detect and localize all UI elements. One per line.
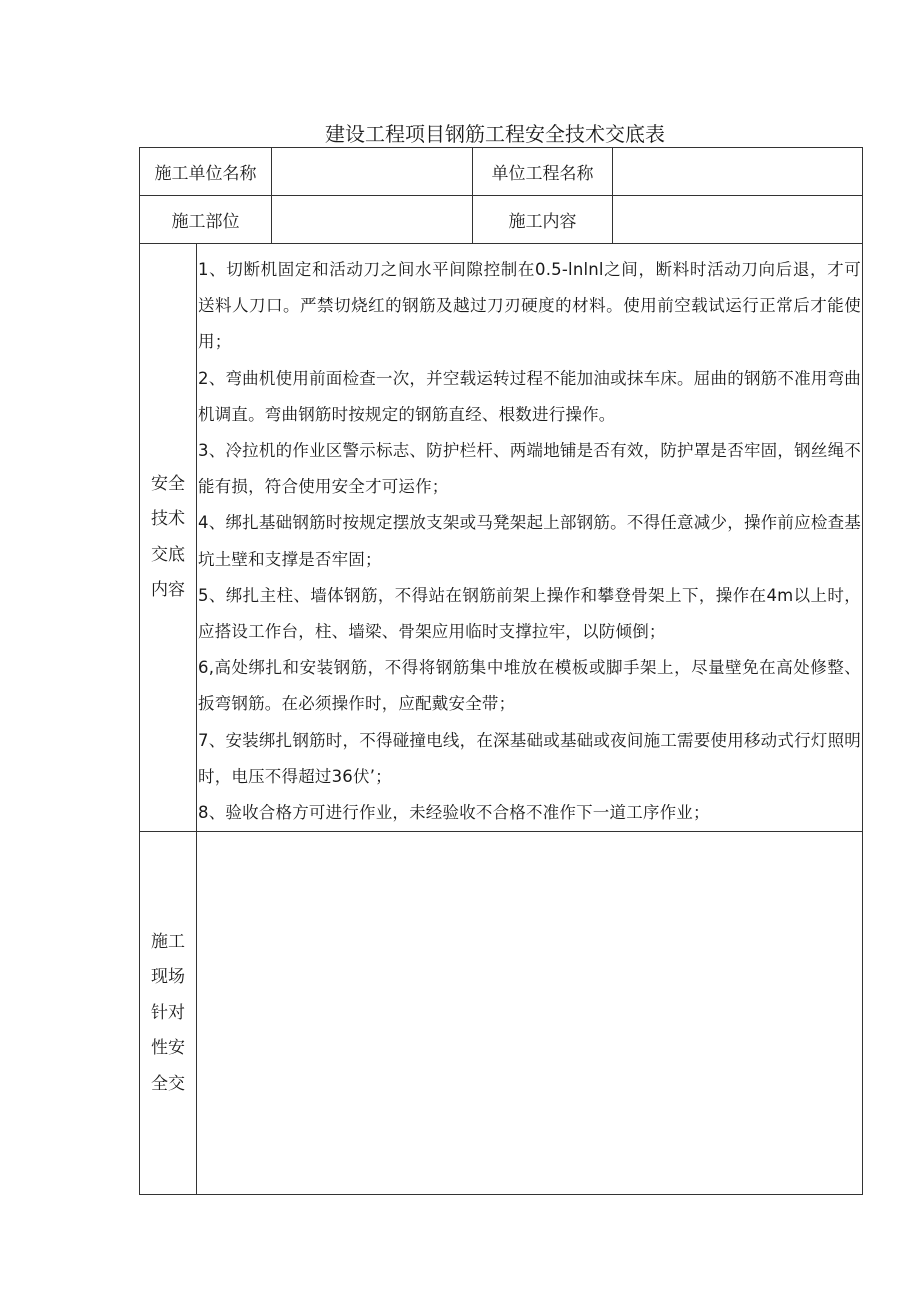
safety-items-cell xyxy=(197,244,863,832)
unit-name-value[interactable] xyxy=(272,148,472,195)
site-section-label xyxy=(140,832,197,1195)
safety-item: 6,高处绑扎和安装钢筋，不得将钢筋集中堆放在模板或脚手架上，尽量壁免在高处修整、扳弯钢筋。在必须操作时，应配戴安全带； xyxy=(198,658,861,714)
project-name-value[interactable] xyxy=(613,148,863,196)
safety-item: 5、绑扎主柱、墙体钢筋，不得站在钢筋前架上操作和攀登骨架上下，操作在4m以上时，应搭设工作台，柱、墙梁、骨架应用临时支撑拉牢，以防倾倒； xyxy=(198,585,861,642)
safety-item: 2、弯曲机使用前面检查一次，并空载运转过程不能加油或抹车床。屈曲的钢筋不准用弯曲机调直。弯曲钢筋时按规定的钢筋直经、根数进行操作。 xyxy=(198,368,861,424)
site-specific-row xyxy=(140,832,863,1195)
unit-name-label: 施工单位名称 xyxy=(140,148,272,195)
safety-label-line: 内容 xyxy=(151,580,185,601)
site-label-line: 全交 xyxy=(151,1073,185,1094)
safety-label-line: 技术 xyxy=(151,509,185,530)
header-row-1 xyxy=(140,148,863,196)
safety-item: 8、验收合格方可进行作业，未经验收不合格不准作下一道工序作业； xyxy=(198,803,710,823)
safety-item: 3、冷拉机的作业区警示标志、防护栏杆、两端地铺是否有效，防护罩是否牢固，钢丝绳不能有损，符合使用安全才可运作； xyxy=(198,441,861,497)
construction-part-value[interactable] xyxy=(272,196,472,243)
safety-label-line: 安全 xyxy=(151,473,185,494)
site-label-line: 施工 xyxy=(151,931,185,952)
safety-content-row xyxy=(140,244,863,832)
header-row-2 xyxy=(140,196,863,244)
safety-item: 4、绑扎基础钢筋时按规定摆放支架或马凳架起上部钢筋。不得任意减少，操作前应检查基坑土壁和支撑是否牢固； xyxy=(198,513,861,569)
construction-part-row-cells xyxy=(140,196,473,244)
safety-section-label xyxy=(140,244,197,832)
site-label-line: 针对 xyxy=(151,1002,185,1023)
site-label-line: 现场 xyxy=(151,967,185,987)
unit-name-row-cells xyxy=(140,148,473,196)
construction-content-label: 施工内容 xyxy=(473,196,613,244)
site-content-cell[interactable] xyxy=(197,832,863,1195)
safety-briefing-table xyxy=(139,147,863,1195)
safety-item: 1、切断机固定和活动刀之间水平间隙控制在0.5-lnlnl之间，断料时活动刀向后退，才可送料人刀口。严禁切烧红的钢筋及越过刀刃硬度的材料。使用前空载试运行正常后才能使用； xyxy=(198,260,861,352)
site-label-line: 性安 xyxy=(151,1038,185,1058)
safety-label-line: 交底 xyxy=(151,544,185,565)
construction-part-label: 施工部位 xyxy=(140,196,272,243)
safety-item: 7、安装绑扎钢筋时，不得碰撞电线，在深基础或基础或夜间施工需要使用移动式行灯照明时，电压不得超过36伏’； xyxy=(198,730,861,786)
construction-content-value[interactable] xyxy=(613,196,863,244)
project-name-label: 单位工程名称 xyxy=(473,148,613,196)
document-title: 建设工程项目钢筋工程安全技术交底表 xyxy=(325,122,665,146)
